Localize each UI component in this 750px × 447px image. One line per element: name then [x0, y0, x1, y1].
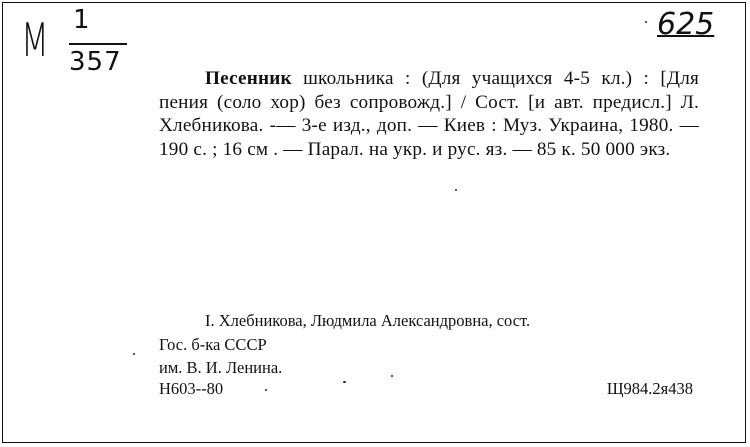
paper-speck [645, 21, 647, 23]
book-title: Песенник [205, 68, 292, 89]
tracing-line-library-name: им. В. И. Ленина. [159, 358, 283, 377]
card-number-code: Н603--80 [159, 379, 224, 398]
paper-speck [455, 189, 457, 191]
classification-code: Щ984.2я438 [606, 379, 693, 398]
shelf-mark-divider [69, 43, 127, 45]
tracing-line-author: I. Хлебникова, Людмила Александровна, сост. [205, 311, 531, 330]
bibliographic-description [159, 67, 699, 161]
card-codes [159, 379, 693, 399]
tracing-line-library: Гос. б-ка СССР [159, 334, 267, 354]
shelf-mark-letter: М [21, 13, 49, 67]
paper-speck [343, 381, 346, 383]
paper-speck [133, 353, 135, 355]
description-body: школьника : (Для учащихся 4-5 кл.) : [Для пения (соло хор) без сопровожд.] / Сост. [и авт. предисл.] Л. Хлебникова. -— 3-е изд., доп. — Киев : Муз. Украина, 1980. — 190 с. ; 16 см . — Парал. на укр. и рус. яз. — 85 к. 50 000 экз. [159, 68, 700, 160]
tracing-block [159, 309, 699, 380]
shelf-mark-number-bottom: 357 [69, 47, 122, 77]
inventory-number: 625 [657, 7, 715, 42]
catalog-card [2, 2, 746, 443]
paper-speck [265, 389, 267, 391]
shelf-mark-number-top: 1 [73, 5, 90, 35]
paper-speck [391, 375, 393, 377]
